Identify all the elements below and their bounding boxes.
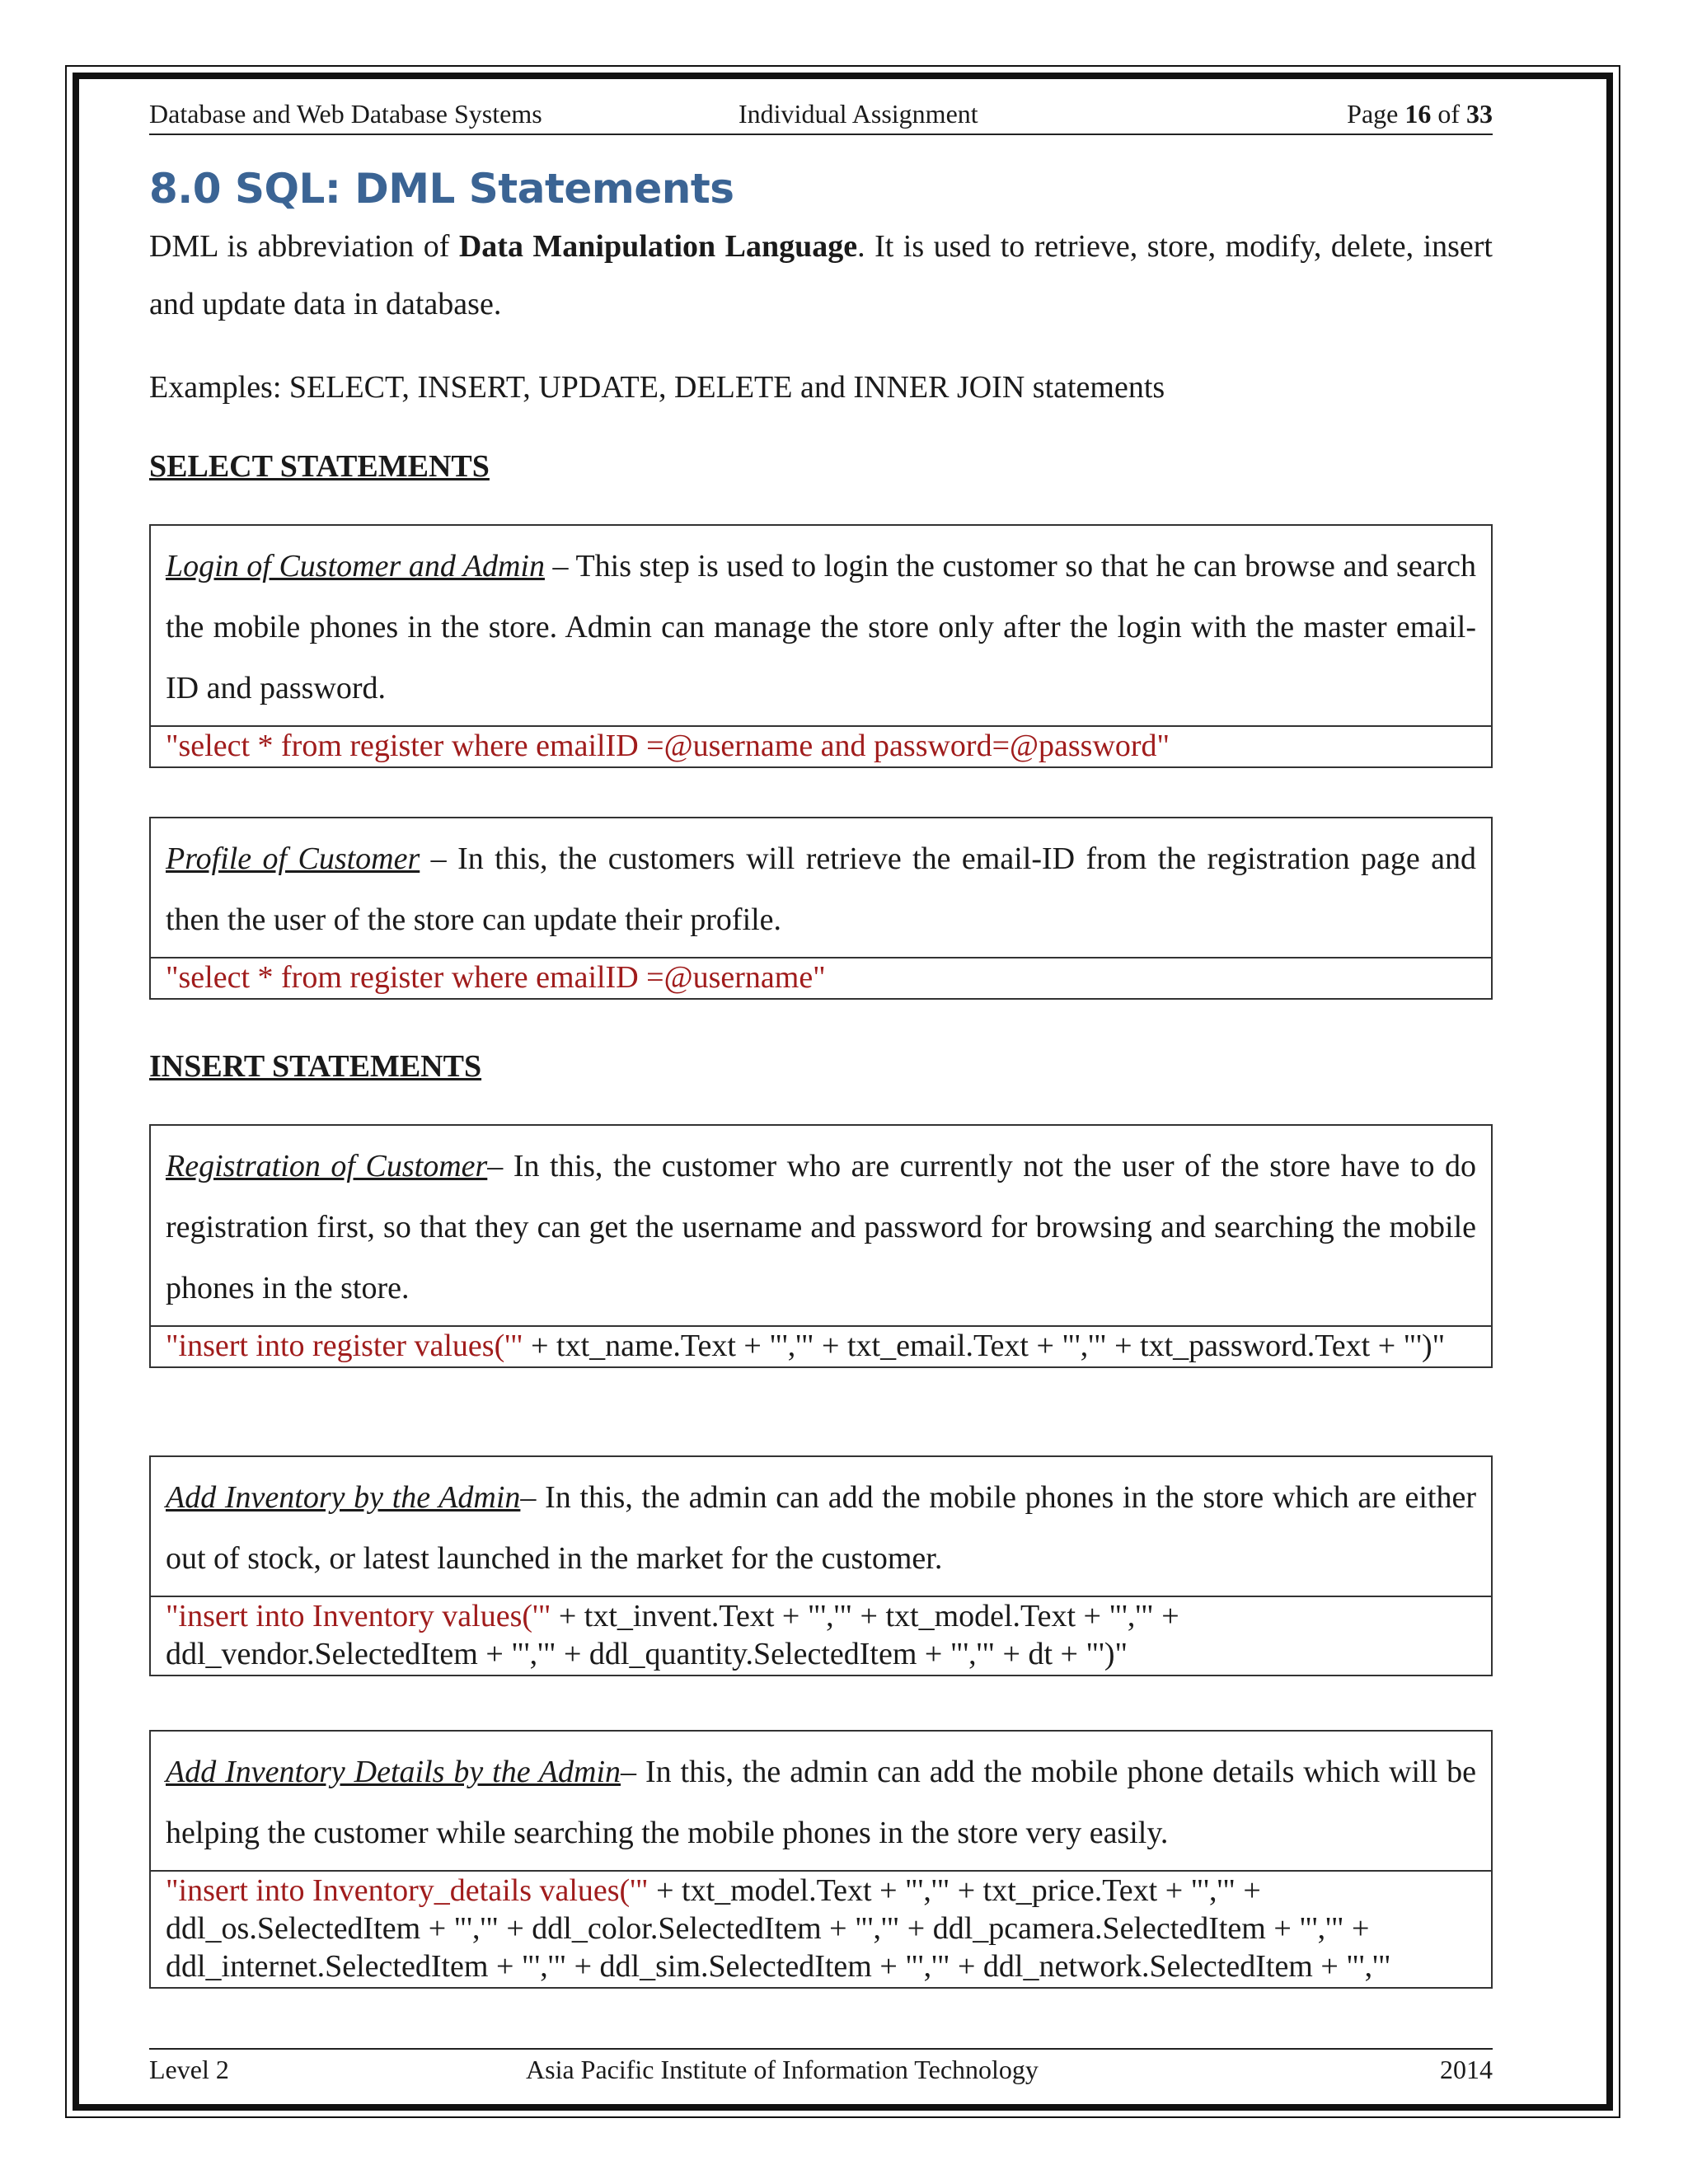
statement-code xyxy=(151,727,1491,766)
statement-code xyxy=(151,1872,1491,1987)
insert-statements-heading: INSERT STATEMENTS xyxy=(149,1049,482,1084)
statement-description xyxy=(151,1457,1491,1597)
statement-code xyxy=(151,958,1491,998)
statement-box-profile xyxy=(149,817,1493,1000)
statement-code xyxy=(151,1327,1491,1366)
page-footer xyxy=(149,2048,1493,2084)
statement-description xyxy=(151,1732,1491,1872)
code-query: "select * from register where emailID =@username and password=@password" xyxy=(166,729,1170,763)
select-statements-heading: SELECT STATEMENTS xyxy=(149,449,490,484)
statement-box-add-inventory xyxy=(149,1455,1493,1676)
code-values: + txt_name.Text + "','" + txt_email.Text + "','" + txt_password.Text + "')" xyxy=(523,1329,1446,1363)
page-prefix: Page xyxy=(1347,99,1405,129)
page-header xyxy=(149,97,1493,135)
statement-term: Add Inventory by the Admin xyxy=(166,1480,521,1515)
statement-box-registration xyxy=(149,1124,1493,1368)
statement-box-inventory-details xyxy=(149,1730,1493,1989)
statement-term: Login of Customer and Admin xyxy=(166,549,545,583)
statement-dash: – xyxy=(544,549,576,583)
intro-before: DML is abbreviation of xyxy=(149,229,459,264)
statement-description xyxy=(151,818,1491,958)
footer-year: 2014 xyxy=(1440,2055,1493,2084)
statement-text: In this, the customers will retrieve the email-ID from the registration page and then the user of the store can update their profile. xyxy=(166,841,1476,937)
statement-dash: – xyxy=(420,841,458,876)
footer-level: Level 2 xyxy=(149,2055,229,2084)
statement-term: Registration of Customer xyxy=(166,1149,488,1183)
header-assignment: Individual Assignment xyxy=(738,99,978,129)
section-title: 8.0 SQL: DML Statements xyxy=(149,165,734,213)
statement-text: In this, the customer who are currently not the user of the store have to do registration first, so that they can get the username and password for browsing and searching the mobile phones in the store. xyxy=(166,1149,1477,1305)
code-values: + txt_invent.Text + "','" + txt_model.Text + "','" + ddl_vendor.SelectedItem + "','" + ddl_quantity.SelectedItem + "','" + dt + "')" xyxy=(166,1599,1179,1671)
header-course: Database and Web Database Systems xyxy=(149,99,542,129)
header-page-number xyxy=(1347,99,1493,129)
statement-description xyxy=(151,526,1491,727)
statement-dash: – xyxy=(520,1480,546,1515)
page-of: of xyxy=(1431,99,1466,129)
statement-text: In this, the admin can add the mobile phone details which will be helping the customer while searching the mobile phones in the store very easily. xyxy=(166,1755,1477,1850)
intro-paragraph xyxy=(149,218,1493,333)
statement-description xyxy=(151,1126,1491,1327)
statement-dash: – xyxy=(487,1149,513,1183)
statement-text: In this, the admin can add the mobile phones in the store which are either out of stock, or latest launched in the market for the customer. xyxy=(166,1480,1477,1576)
statement-dash: – xyxy=(621,1755,645,1789)
code-query: "insert into Inventory_details values('" xyxy=(166,1873,649,1908)
code-query: "select * from register where emailID =@username" xyxy=(166,960,826,995)
statement-text: This step is used to login the customer so that he can browse and search the mobile phones in the store. Admin can manage the store only after the login with the master email-ID and password. xyxy=(166,549,1476,705)
intro-after: . It is used to retrieve, store, modify, delete, insert and update data in database. xyxy=(149,229,1493,321)
statement-code xyxy=(151,1597,1491,1675)
intro-bold-term: Data Manipulation Language xyxy=(458,229,858,264)
page-current: 16 xyxy=(1404,99,1432,129)
statement-term: Profile of Customer xyxy=(166,841,420,876)
code-values: + txt_model.Text + "','" + txt_price.Text + "','" + ddl_os.SelectedItem + "','" + ddl_color.SelectedItem + "','" + ddl_pcamera.SelectedItem + "','" + ddl_internet.SelectedItem + "','" + ddl_sim.SelectedItem + "','" + ddl_network.SelectedItem + "','" xyxy=(166,1873,1391,1984)
statement-box-login xyxy=(149,524,1493,768)
footer-institute: Asia Pacific Institute of Information Technology xyxy=(526,2055,1039,2084)
examples-paragraph: Examples: SELECT, INSERT, UPDATE, DELETE and INNER JOIN statements xyxy=(149,370,1165,405)
page-total: 33 xyxy=(1466,99,1493,129)
statement-term: Add Inventory Details by the Admin xyxy=(166,1755,621,1789)
code-query: "insert into Inventory values('" xyxy=(166,1599,551,1633)
code-query: "insert into register values('" xyxy=(166,1329,523,1363)
